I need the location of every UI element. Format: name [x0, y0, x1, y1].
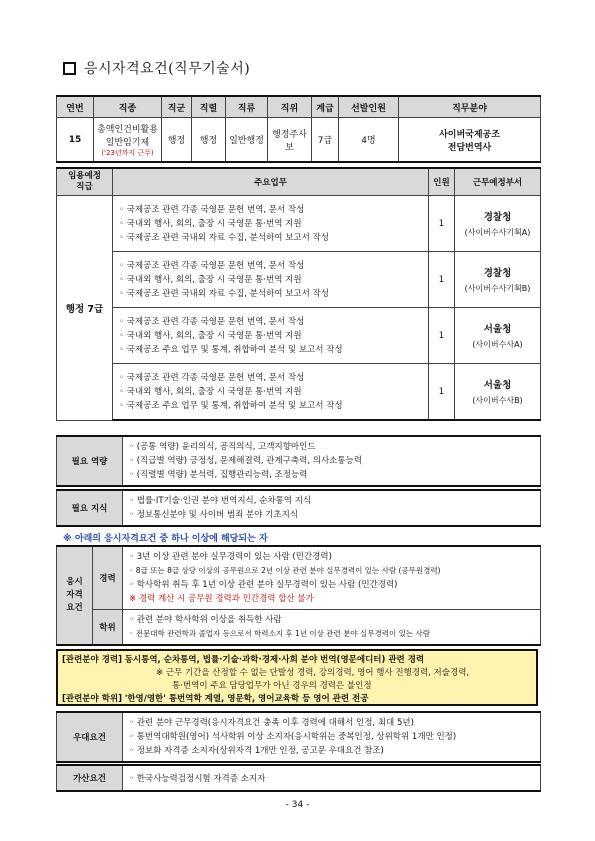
cell-grade: 7급 [312, 118, 339, 163]
preference-table [56, 711, 541, 763]
header-duties: 주요업무 [113, 168, 429, 196]
qualification-notice: ※ 아래의 응시자격요건 중 하나 이상에 해당되는 자 [63, 534, 268, 544]
duty-dept [455, 308, 541, 364]
dept-sub: (사이버수사기획B) [464, 284, 531, 293]
header-grade: 계급 [312, 96, 339, 118]
preference-line: ◦ 통번역대학원(영어) 석사학위 이상 소지자(응시학위는 중복인정, 상위학위 1개만 인정) [129, 732, 457, 742]
header-grade-planned: 임용예정 직급 [57, 168, 113, 196]
related-career-text: 동시통역, 순차통역, 법률·기술·과학·경제·사회 분야 번역(영문에디터) 관련 경력 [124, 655, 425, 665]
knowledge-table [56, 489, 541, 527]
duty-line: ◦ 국내외 행사, 회의, 출장 시 국영문 통·번역 지원 [119, 386, 302, 397]
related-degree-line [62, 693, 532, 706]
header-count: 선발인원 [339, 96, 399, 118]
dept-sub: (사이버수사기획A) [464, 228, 531, 237]
duty-grade: 행정 7급 [57, 196, 113, 421]
dept-sub: (사이버수사B) [472, 396, 523, 405]
duty-line: ◦ 국내외 행사, 회의, 출장 시 국영문 통·번역 지원 [119, 274, 302, 285]
degree-line: ◦ 전문대학 관련학과 졸업자 등으로서 학력소지 후 1년 이상 관련 분야 실무경력이 있는 사람 [129, 629, 431, 638]
duty-row [57, 196, 541, 252]
duty-dept [455, 364, 541, 421]
duty-row [57, 252, 541, 308]
duty-dept [455, 252, 541, 308]
related-career-title: [관련분야 경력] [62, 655, 122, 665]
header-position: 직위 [268, 96, 312, 118]
duty-row [57, 364, 541, 421]
duty-list [113, 196, 429, 252]
dept-name: 서울청 [483, 324, 512, 335]
type-note: ('23년까지 근무) [101, 148, 154, 157]
header-type: 직종 [94, 96, 162, 118]
type-line2: 일반임기제 [105, 137, 150, 148]
checkbox-square-icon [63, 62, 76, 75]
duty-count: 1 [429, 364, 455, 421]
career-line: ◦ 3년 이상 관련 분야 실무경력이 있는 사람 (민간경력) [129, 552, 332, 562]
knowledge-line: ◦ 정보통신분야 및 사이버 범죄 분야 기초지식 [129, 510, 299, 520]
competency-table [56, 435, 541, 487]
cell-no: 15 [57, 118, 94, 163]
duty-table [56, 167, 541, 421]
duty-line: ◦ 국제공조 관련 각종 국영문 문헌 번역, 문서 작성 [119, 204, 305, 215]
qualification-label: 응시 자격 요건 [57, 546, 93, 645]
qualification-table [56, 545, 541, 646]
header-group: 직군 [162, 96, 192, 118]
duty-list [113, 308, 429, 364]
career-label: 경력 [93, 546, 123, 610]
related-degree-title: [관련분야 학위] [62, 694, 122, 704]
header-field: 직무분야 [399, 96, 541, 118]
degree-list [123, 610, 541, 646]
duty-list [113, 252, 429, 308]
preference-list [123, 712, 541, 762]
duty-count: 1 [429, 308, 455, 364]
duty-line: ◦ 국제공조 주요 업무 및 통계, 취합하여 분석 및 보고서 작성 [119, 344, 343, 355]
career-list [123, 546, 541, 610]
field-line2: 전담번역사 [447, 142, 492, 153]
job-table-row [57, 118, 541, 163]
preference-line: ◦ 정보화 자격증 소지자(상위자격 1개만 인정, 공고문 우대요건 참조) [129, 746, 384, 756]
career-line: ◦ 학사학위 취득 후 1년 이상 관련 분야 실무경력이 있는 사람 (민간경력) [129, 580, 398, 590]
degree-line: ◦ 관련 분야 학사학위 이상을 취득한 사람 [129, 615, 282, 625]
cell-group: 행정 [162, 118, 192, 163]
duty-line: ◦ 국내외 행사, 회의, 출장 시 국영문 통·번역 지원 [119, 218, 302, 229]
knowledge-list [123, 490, 541, 526]
dept-name: 경찰청 [483, 212, 512, 223]
duty-line: ◦ 국제공조 관련 국내외 자료 수집, 분석하여 보고서 작성 [119, 232, 329, 243]
cell-field [399, 118, 541, 163]
competency-line: ◦ (공통 역량) 윤리의식, 공직의식, 고객지향마인드 [129, 442, 316, 452]
section-heading [63, 58, 250, 78]
knowledge-line: ◦ 법률·IT기술·인권 분야 번역지식, 순차통역 지식 [129, 496, 312, 506]
bonus-text: ◦ 한국사능력검정시험 자격증 소지자 [123, 765, 541, 791]
duty-row [57, 308, 541, 364]
duty-list [113, 364, 429, 421]
cell-type [94, 118, 162, 163]
competency-list [123, 436, 541, 486]
header-dept: 근무예정부서 [455, 168, 541, 196]
header-category: 직류 [226, 96, 268, 118]
duty-dept [455, 196, 541, 252]
competency-line: ◦ (직급별 역량) 긍정성, 문제해결력, 관계구축력, 의사소통능력 [129, 456, 363, 466]
header-no: 연번 [57, 96, 94, 118]
preference-line: ◦ 관련 분야 근무경력(응시자격요건 충족 이후 경력에 대해서 인정, 최대 5년) [129, 718, 414, 728]
dept-name: 서울청 [483, 380, 512, 391]
competency-label: 필요 역량 [57, 436, 123, 486]
duty-line: ◦ 국제공조 관련 국내외 자료 수집, 분석하여 보고서 작성 [119, 288, 329, 299]
job-table-header [57, 96, 541, 118]
duty-line: ◦ 국제공조 관련 각종 국영문 문헌 번역, 문서 작성 [119, 372, 305, 383]
type-line1: 총액인건비활용 [97, 124, 158, 135]
bonus-label: 가산요건 [57, 765, 123, 791]
career-line: ◦ 8급 또는 8급 상당 이상의 공무원으로 2년 이상 관련 분야 실무경력이 있는 사람 (공무원경력) [129, 566, 441, 575]
career-warning: ※ 경력 계산 시 공무원 경력과 민간경력 합산 불가 [129, 594, 314, 604]
dept-sub: (사이버수사A) [472, 340, 523, 349]
competency-line: ◦ (직렬별 역량) 분석력, 집행관리능력, 조정능력 [129, 470, 308, 480]
field-line1: 사이버국제공조 [439, 129, 500, 140]
duty-line: ◦ 국내외 행사, 회의, 출장 시 국영문 통·번역 지원 [119, 330, 302, 341]
cell-series: 행정 [192, 118, 226, 163]
related-field-box [56, 649, 538, 706]
bonus-table [56, 764, 541, 792]
header-headcount: 인원 [429, 168, 455, 196]
related-career-note1: ※ 근무 기간을 산정할 수 없는 단발성 경력, 강의경력, 영어 행사 진행경력, 저술경력, [156, 668, 470, 678]
heading-text: 응시자격요건(직무기술서) [84, 61, 251, 77]
duty-line: ◦ 국제공조 주요 업무 및 통계, 취합하여 분석 및 보고서 작성 [119, 400, 343, 411]
cell-position: 행정주사보 [268, 118, 312, 163]
job-info-table [56, 95, 541, 163]
duty-line: ◦ 국제공조 관련 각종 국영문 문헌 번역, 문서 작성 [119, 316, 305, 327]
cell-category: 일반행정 [226, 118, 268, 163]
related-degree-text: '한영/영한' 통번역학 계열, 영문학, 영어교육학 등 영어 관련 전공 [124, 694, 369, 704]
duty-count: 1 [429, 196, 455, 252]
related-career-note2: 통·번역이 주요 담당업무가 아닌 경우의 경력은 불인정 [172, 681, 372, 691]
cell-count: 4명 [339, 118, 399, 163]
knowledge-label: 필요 지식 [57, 490, 123, 526]
header-series: 직렬 [192, 96, 226, 118]
preference-label: 우대요건 [57, 712, 123, 762]
duty-table-header [57, 168, 541, 196]
page-number: - 34 - [285, 800, 310, 810]
related-career-line [62, 654, 532, 667]
duty-count: 1 [429, 252, 455, 308]
dept-name: 경찰청 [483, 268, 512, 279]
degree-label: 학위 [93, 610, 123, 646]
duty-line: ◦ 국제공조 관련 각종 국영문 문헌 번역, 문서 작성 [119, 260, 305, 271]
